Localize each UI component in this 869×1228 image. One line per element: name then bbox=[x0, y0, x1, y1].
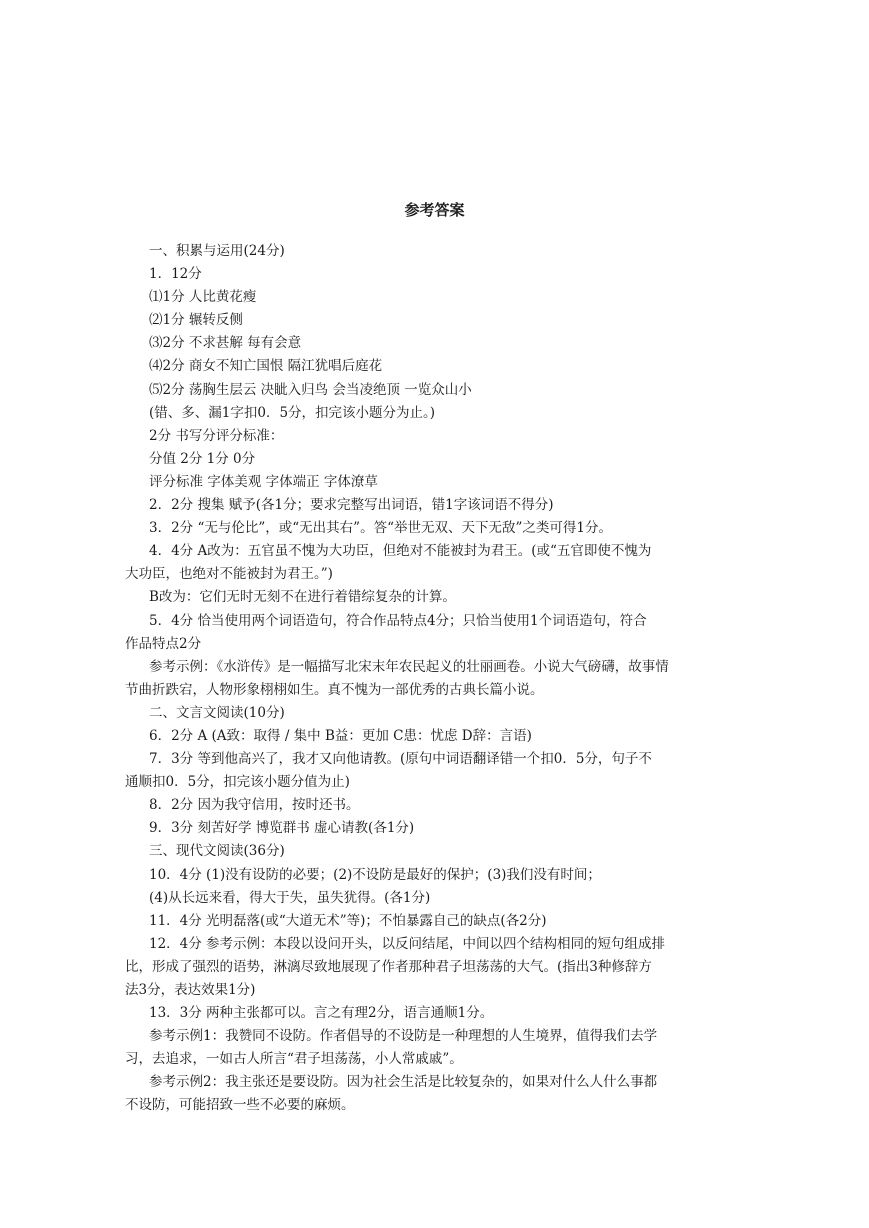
text-line: 参考示例2：我主张还是要设防。因为社会生活是比较复杂的，如果对什么人什么事都 bbox=[149, 1074, 658, 1091]
text-line: 3．2分 “无与伦比”，或“无出其右”。答“举世无双、天下无敌”之类可得1分。 bbox=[149, 520, 612, 537]
text-line: 大功臣，也绝对不能被封为君王。”) bbox=[125, 566, 333, 583]
text-line: 分值 2分 1分 0分 bbox=[149, 450, 256, 467]
text-line: ⑵1分 辗转反侧 bbox=[149, 312, 243, 329]
text-line: 8．2分 因为我守信用，按时还书。 bbox=[149, 797, 360, 814]
text-line: 10．4分 (1)没有设防的必要；(2)不设防是最好的保护；(3)我们没有时间； bbox=[149, 866, 601, 883]
text-line: 一、积累与运用(24分) bbox=[149, 243, 285, 259]
text-line: 13．3分 两种主张都可以。言之有理2分，语言通顺1分。 bbox=[149, 1005, 494, 1022]
text-line: 5．4分 恰当使用两个词语造句，符合作品特点4分；只恰当使用1个词语造句，符合 bbox=[149, 612, 647, 629]
text-line: ⑸2分 荡胸生层云 决眦入归鸟 会当凌绝顶 一览众山小 bbox=[149, 381, 472, 398]
text-line: 12．4分 参考示例：本段以设问开头，以反问结尾，中间以四个结构相同的短句组成排 bbox=[149, 935, 666, 952]
text-line: 6．2分 A (A致：取得 / 集中 B益：更加 C患：忧虑 D辞：言语) bbox=[149, 727, 532, 744]
text-line: ⑷2分 商女不知亡国恨 隔江犹唱后庭花 bbox=[149, 358, 383, 375]
text-line: ⑶2分 不求甚解 每有会意 bbox=[149, 335, 302, 352]
text-line: 2分 书写分评分标准： bbox=[149, 427, 284, 444]
text-line: 7．3分 等到他高兴了，我才又向他请教。(原句中词语翻译错一个扣0．5分，句子不 bbox=[149, 751, 652, 768]
text-line: 2．2分 搜集 赋予(各1分；要求完整写出词语，错1字该词语不得分) bbox=[149, 497, 554, 514]
text-line: (错、多、漏1字扣0．5分，扣完该小题分为止。) bbox=[149, 404, 436, 421]
text-line: 9．3分 刻苦好学 博览群书 虚心请教(各1分) bbox=[149, 820, 415, 837]
text-line: 作品特点2分 bbox=[125, 635, 202, 652]
text-line: 习，去追求，一如古人所言“君子坦荡荡，小人常戚戚”。 bbox=[125, 1051, 463, 1068]
text-line: 11．4分 光明磊落(或“大道无术”等)；不怕暴露自己的缺点(各2分) bbox=[149, 912, 547, 929]
text-line: 不设防，可能招致一些不必要的麻烦。 bbox=[125, 1097, 355, 1114]
text-line: (4)从长远来看，得大于失，虽失犹得。(各1分) bbox=[149, 889, 431, 906]
text-line: 参考示例：《水浒传》是一幅描写北宋末年农民起义的壮丽画卷。小说大气磅礴，故事情 bbox=[149, 658, 669, 675]
text-line: 节曲折跌宕，人物形象栩栩如生。真不愧为一部优秀的古典长篇小说。 bbox=[125, 681, 544, 698]
answer-body bbox=[125, 240, 745, 1118]
text-line: 4．4分 A改为：五官虽不愧为大功臣，但绝对不能被封为君王。(或“五官即使不愧为 bbox=[149, 543, 652, 560]
text-line: 通顺扣0．5分，扣完该小题分值为止) bbox=[125, 774, 350, 791]
text-line: 二、文言文阅读(10分) bbox=[149, 704, 285, 721]
document-title: 参考答案 bbox=[404, 201, 465, 219]
text-line: 法3分，表达效果1分) bbox=[125, 982, 256, 998]
text-line: ⑴1分 人比黄花瘦 bbox=[149, 289, 257, 306]
text-line: 参考示例1：我赞同不设防。作者倡导的不设防是一种理想的人生境界，值得我们去学 bbox=[149, 1028, 658, 1045]
text-line: B改为：它们无时无刻不在进行着错综复杂的计算。 bbox=[149, 589, 456, 606]
text-line: 评分标准 字体美观 字体端正 字体潦草 bbox=[149, 473, 378, 490]
text-line: 1．12分 bbox=[149, 266, 202, 283]
text-line: 三、现代文阅读(36分) bbox=[149, 843, 285, 860]
text-line: 比，形成了强烈的语势，淋漓尽致地展现了作者那种君子坦荡荡的大气。(指出3种修辞方 bbox=[125, 958, 652, 975]
